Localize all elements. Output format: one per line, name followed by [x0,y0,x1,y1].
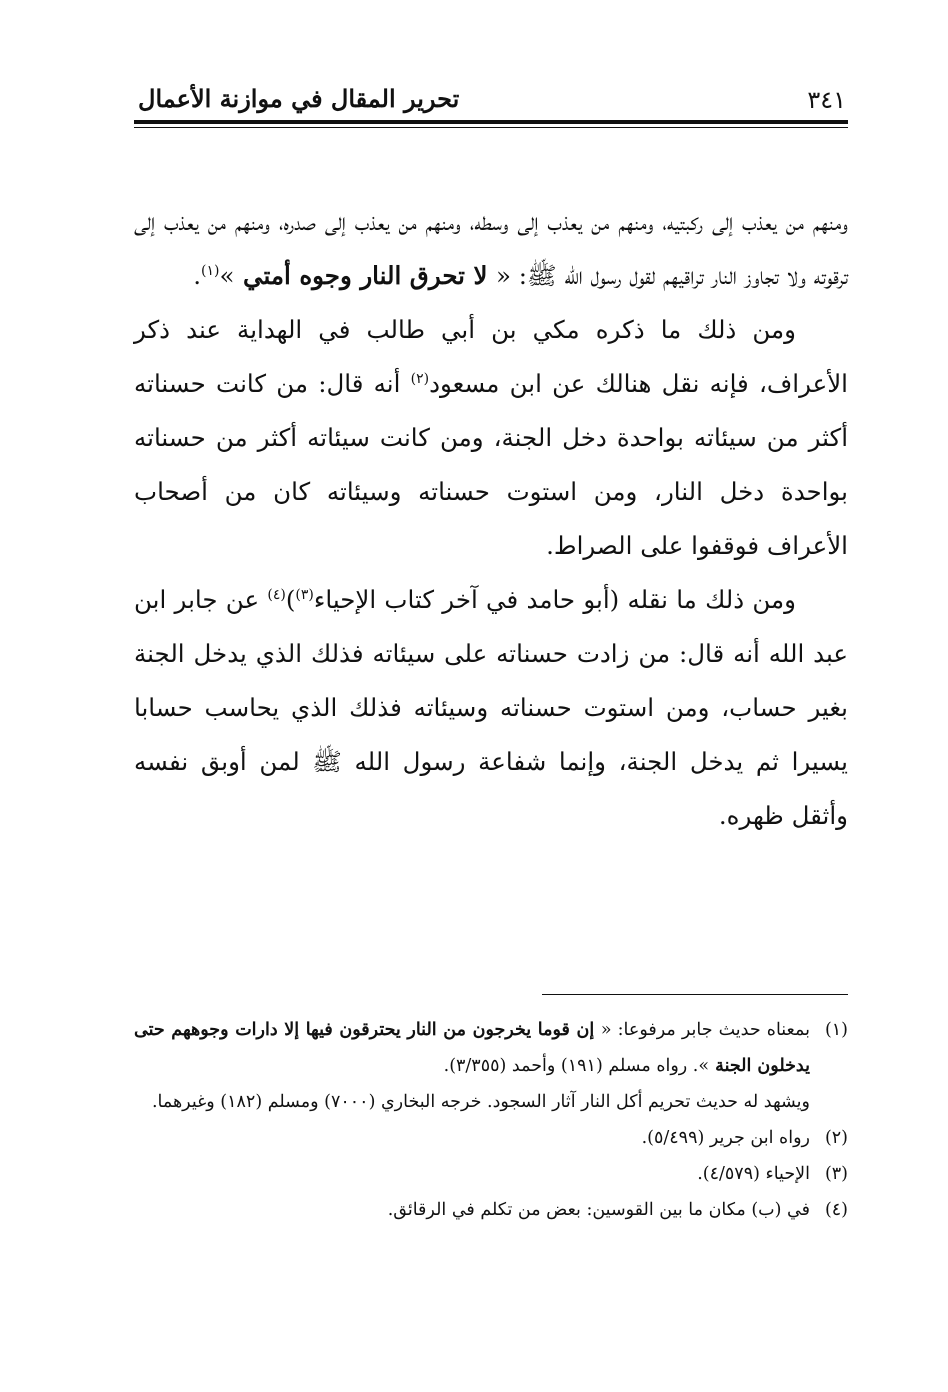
footnote-2-number: (٢) [824,1128,848,1148]
hadith-quote: لا تحرق النار وجوه أمتي [234,261,497,290]
footnote-3-text: الإحياء (٤/٥٧٩). [697,1164,810,1184]
footnote-2-text: رواه ابن جرير (٥/٤٩٩). [641,1128,810,1148]
paragraph-1 [134,195,848,303]
running-title: تحرير المقال في موازنة الأعمال [138,84,460,113]
footnotes [134,1012,848,1228]
footnote-separator [542,994,848,995]
paragraph-3 [134,573,848,843]
footnote-1-number: (١) [824,1020,848,1040]
paragraph-3-text-c: عن جابر ابن عبد الله أنه قال: من زادت حسناته على سيئاته فذلك الذي يدخل الجنة بغير حساب، ومن استوت حسناته وسيئاته فذلك الذي يحاسب حسابا يسيرا ثم يدخل الجنة، وإنما شفاعة رسول الله ﷺ لمن أوبق نفسه وأثقل ظهره. [134,585,848,830]
paragraph-3-text-b: ) [285,585,296,614]
footnote-ref-3[interactable]: (٣) [295,586,314,603]
footnote-2 [134,1120,848,1156]
header-rule-thin [134,127,848,128]
footnote-4-text: في (ب) مكان ما بين القوسين: بعض من تكلم في الرقائق. [387,1200,810,1220]
footnote-3-number: (٣) [824,1164,848,1184]
page-header [134,80,848,120]
main-text [134,195,848,843]
paragraph-1-text: ومنهم من يعذب إلى ركبتيه، ومنهم من يعذب إلى وسطه، ومنهم من يعذب إلى صدره، ومنهم من يعذب إلى ترقوته ولا تجاوز النار تراقيهم لقول رسول الله ﷺ: « [134,207,848,290]
footnote-1-text [134,1012,810,1084]
footnote-1-text-a: بمعناه حديث جابر مرفوعا: « [600,1020,810,1040]
paragraph-2-text-b: أنه قال: من كانت حسناته أكثر من سيئاته بواحدة دخل الجنة، ومن كانت سيئاته أكثر من حسناته بواحدة دخل النار، ومن استوت حسناته وسيئاته كان من أصحاب الأعراف فوقفوا على الصراط. [134,369,848,560]
footnote-ref-2[interactable]: (٢) [410,370,430,387]
header-rule-thick [134,120,848,124]
footnote-ref-4[interactable]: (٤) [267,586,286,603]
paragraph-3-text-a: ومن ذلك ما نقله (أبو حامد في آخر كتاب الإحياء [313,585,796,614]
paragraph-2-text-a: ومن ذلك ما ذكره مكي بن أبي طالب في الهداية عند ذكر الأعراف، فإنه نقل هنالك عن ابن مسعود [134,315,848,398]
footnote-1-hadith: إن قوما يخرجون من النار يحترقون فيها إلا دارات وجوههم حتى يدخلون الجنة [134,1020,810,1076]
footnote-4-number: (٤) [824,1200,848,1220]
quote-close: » [219,261,235,290]
footnote-1-text-b: ». رواه مسلم (١٩١) وأحمد (٣/٣٥٥). [443,1056,710,1076]
footnote-ref-1[interactable]: (١) [201,262,220,279]
footnote-4 [134,1192,848,1228]
page-number: ٣٤١ [807,86,846,114]
paragraph-2 [134,303,848,573]
footnote-1 [134,1012,848,1084]
paragraph-1-end: . [193,261,202,290]
footnote-3 [134,1156,848,1192]
footnote-1-continuation: ويشهد له حديث تحريم أكل النار آثار السجود. خرجه البخاري (٧٠٠٠) ومسلم (١٨٢) وغيرهما. [151,1092,810,1112]
